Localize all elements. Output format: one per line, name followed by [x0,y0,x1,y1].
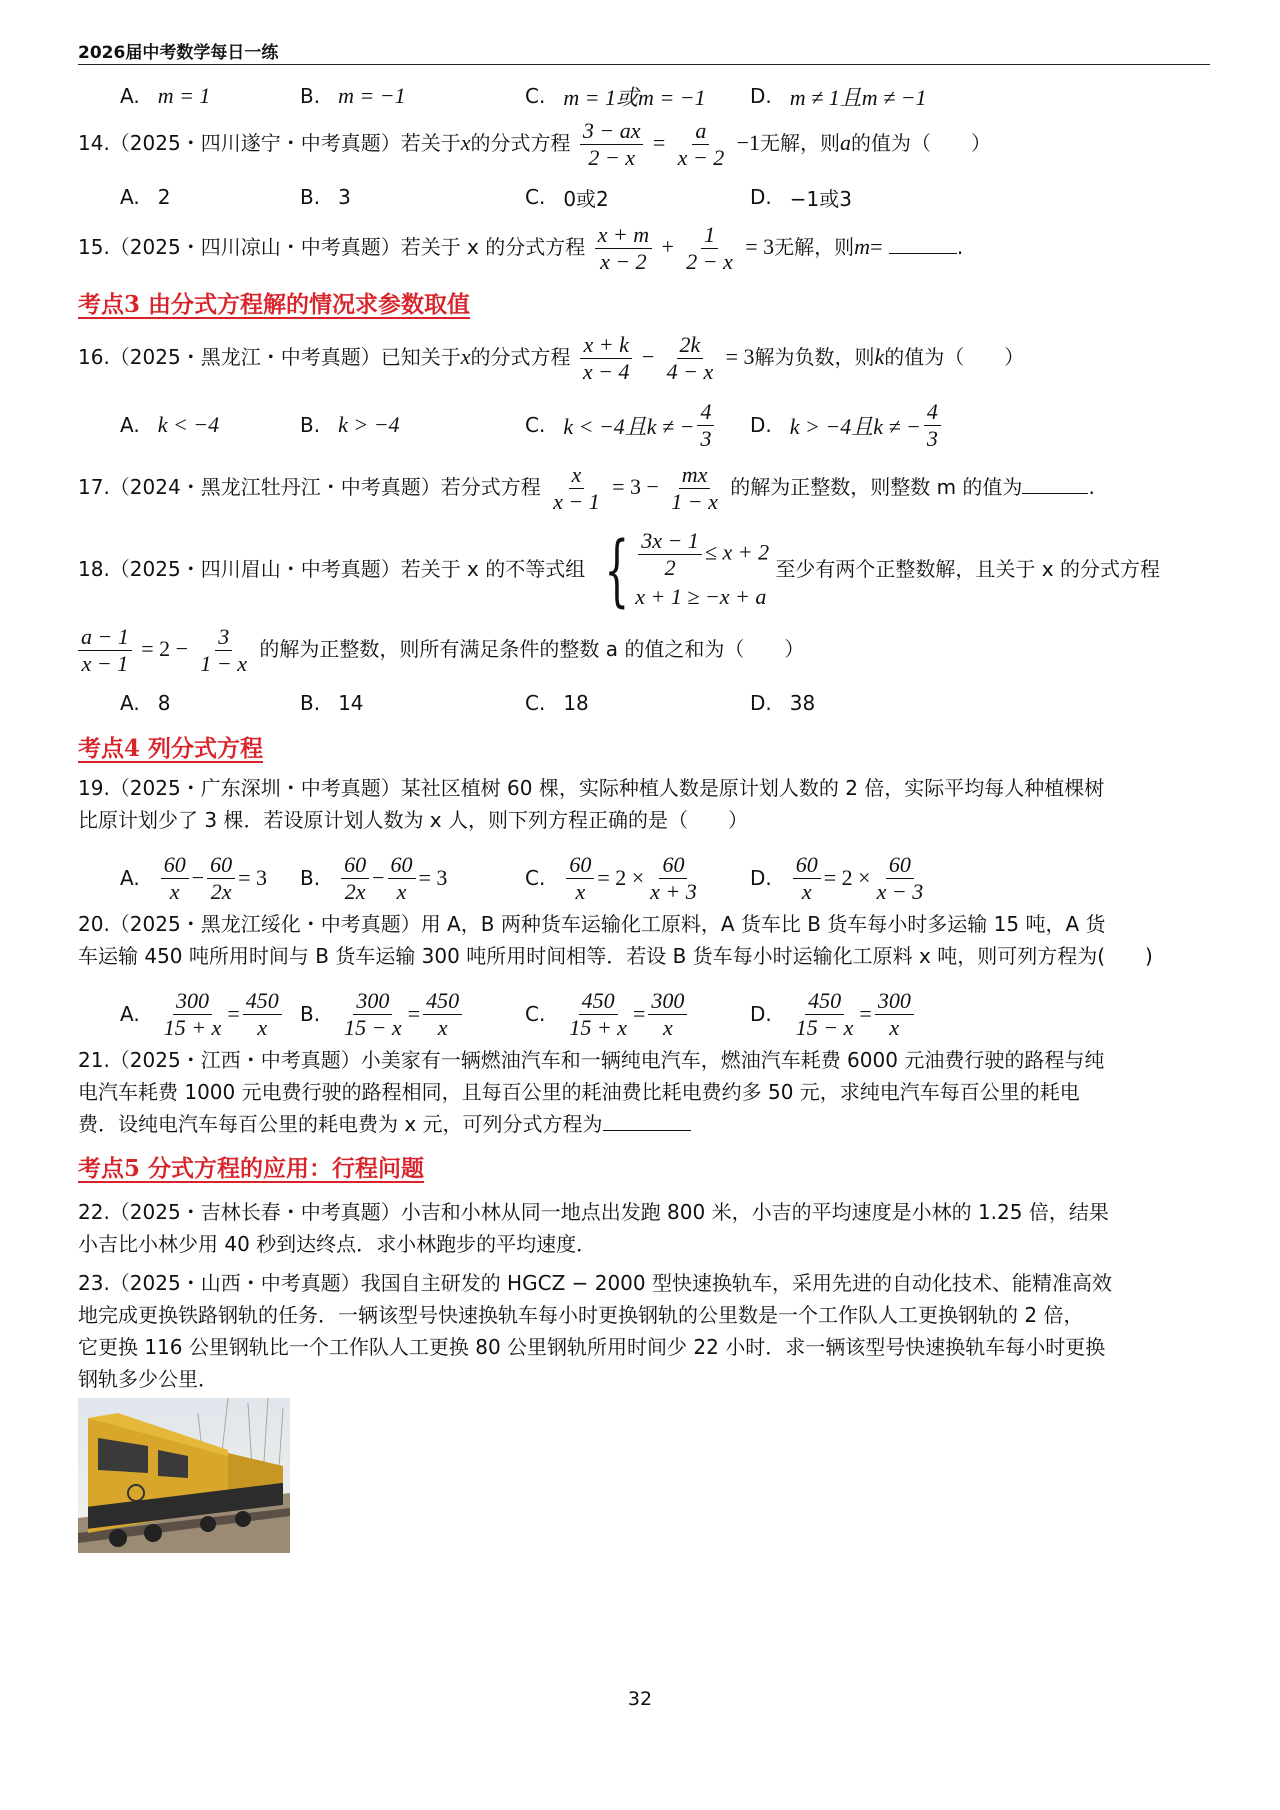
question-20-line-2: 车运输 450 吨所用时间与 B 货车运输 300 吨所用时间相等．若设 B 货车每小时运输化工原料 x 吨，则可列方程为( ) [78,944,1153,968]
q13-options [120,76,1210,116]
section-5-title: 考点5 分式方程的应用：行程问题 [78,1155,425,1182]
q18-option-b[interactable]: B. 14 [300,691,364,715]
q16-option-b[interactable]: B. k > −4 [300,412,400,437]
question-19-line-1: 19.（2025・广东深圳・中考真题）某社区植树 60 棵，实际种植人数是原计划人数的 2 倍，实际平均每人种植棵树 [78,776,1105,800]
question-23-line-3: 它更换 116 公里钢轨比一个工作队人工更换 80 公里钢轨所用时间少 22 小时．求一辆该型号快速换轨车每小时更换 [78,1335,1106,1359]
q14-options [120,177,1210,217]
q20-option-d[interactable]: D. $\frac{450}{15 - x}$ = $\frac{300}{x}$ [750,984,917,1044]
question-23-line-4: 钢轨多少公里． [78,1367,218,1391]
section-3-title: 考点3 由分式方程解的情况求参数取值 [78,291,471,318]
q19-option-c[interactable]: C. $\frac{60}{x}$ = 2 × $\frac{60}{x + 3}$ [525,851,697,904]
q18-option-c[interactable]: C. 18 [525,691,589,715]
question-16: 16.（2025・黑龙江・中考真题）已知关于x的分式方程 $\frac{x + k}{x - 4}$ − $\frac{2k}{4 - x}$ = 3解为负数，则k的值为（ ） [78,332,1025,384]
q14-option-c[interactable]: C. 0或2 [525,185,609,211]
q18-options [120,683,1210,723]
question-23-line-1: 23.（2025・山西・中考真题）我国自主研发的 HGCZ − 2000 型快速换轨车，采用先进的自动化技术、能精准高效 [78,1271,1112,1295]
q13-option-d[interactable]: D. m ≠ 1且m ≠ −1 [750,84,927,110]
q17-answer-blank[interactable] [1022,493,1088,494]
q21-answer-blank[interactable] [603,1130,691,1131]
section-4-title: 考点4 列分式方程 [78,735,264,762]
q16-options [120,396,1210,454]
question-15: 15.（2025・四川凉山・中考真题）若关于 x 的分式方程 $\frac{x + m}{x - 2}$ + $\frac{1}{2 - x}$ = 3无解，则m= . [78,222,964,274]
q14-option-d[interactable]: D. −1或3 [750,185,852,211]
question-21-line-2: 电汽车耗费 1000 元电费行驶的路程相同，且每百公里的耗油费比耗电费约多 50 元，求纯电汽车每百公里的耗电 [78,1080,1080,1104]
q13-option-c[interactable]: C. m = 1或m = −1 [525,84,706,110]
q20-option-b[interactable]: B. $\frac{300}{15 - x}$ = $\frac{450}{x}$ [300,984,465,1044]
q16-option-c[interactable]: C. k < −4且k ≠ − $\frac{4}{3}$ [525,396,717,454]
q15-answer-blank[interactable] [889,253,957,254]
q18-option-a[interactable]: A. 8 [120,691,171,715]
q13-option-b[interactable]: B. m = −1 [300,83,406,108]
question-18-line-1: 18.（2025・四川眉山・中考真题）若关于 x 的不等式组 { $\frac{3x - 1}{2}$ ≤ x + 2 x + 1 ≥ −x + a 至少有两个正整数解，且关于 x 的分式方程 [78,525,1160,616]
q13-option-a[interactable]: A. m = 1 [120,83,211,108]
inequality-system: { $\frac{3x - 1}{2}$ ≤ x + 2 x + 1 ≥ −x + a [604,525,770,616]
q19-option-a[interactable]: A. $\frac{60}{x}$ − $\frac{60}{2x}$ = 3 [120,851,268,904]
question-20-line-1: 20.（2025・黑龙江绥化・中考真题）用 A，B 两种货车运输化工原料，A 货车比 B 货车每小时多运输 15 吨，A 货 [78,912,1106,936]
question-22-line-2: 小吉比小林少用 40 秒到达终点．求小林跑步的平均速度． [78,1232,597,1256]
q14-option-b[interactable]: B. 3 [300,185,351,209]
q18-option-d[interactable]: D. 38 [750,691,816,715]
q20-option-a[interactable]: A. $\frac{300}{15 + x}$ = $\frac{450}{x}$ [120,984,285,1044]
question-18-line-2: $\frac{a - 1}{x - 1}$ = 2 − $\frac{3}{1 - x}$ 的解为正整数，则所有满足条件的整数 a 的值之和为（ ） [78,624,1210,677]
question-21-line-3: 费．设纯电汽车每百公里的耗电费为 x 元，可列分式方程为 [78,1108,1210,1140]
question-23-line-2: 地完成更换铁路钢轨的任务．一辆该型号快速换轨车每小时更换钢轨的公里数是一个工作队人工更换钢轨的 2 倍， [78,1303,1084,1327]
question-21-line-1: 21.（2025・江西・中考真题）小美家有一辆燃油汽车和一辆纯电汽车，燃油汽车耗费 6000 元油费行驶的路程与纯 [78,1048,1105,1072]
q19-option-d[interactable]: D. $\frac{60}{x}$ = 2 × $\frac{60}{x - 3}$ [750,851,924,904]
q20-options [120,984,1210,1044]
q20-option-c[interactable]: C. $\frac{450}{15 + x}$ = $\frac{300}{x}$ [525,984,690,1044]
q16-option-d[interactable]: D. k > −4且k ≠ − $\frac{4}{3}$ [750,396,944,454]
q19-options [120,848,1210,908]
page-number: 32 [627,1688,653,1710]
page-header-title: 2026届中考数学每日一练 [78,43,279,63]
q19-option-b[interactable]: B. $\frac{60}{2x}$ − $\frac{60}{x}$ = 3 [300,851,448,904]
rail-train-photo [78,1398,290,1553]
question-17: 17.（2024・黑龙江牡丹江・中考真题）若分式方程 $\frac{x}{x - 1}$ = 3 − $\frac{mx}{1 - x}$ 的解为正整数，则整数 m 的值为 . [78,462,1095,514]
q16-option-a[interactable]: A. k < −4 [120,412,220,437]
question-19-line-2: 比原计划少了 3 棵．若设原计划人数为 x 人，则下列方程正确的是（ ） [78,808,748,832]
q14-option-a[interactable]: A. 2 [120,185,171,209]
question-14: 14.（2025・四川遂宁・中考真题）若关于x的分式方程 $\frac{3 - ax}{2 - x}$ = $\frac{a}{x - 2}$ −1无解，则a的值为（ ） [78,118,992,170]
header-divider [78,64,1210,65]
question-22-line-1: 22.（2025・吉林长春・中考真题）小吉和小林从同一地点出发跑 800 米，小吉的平均速度是小林的 1.25 倍，结果 [78,1200,1109,1224]
